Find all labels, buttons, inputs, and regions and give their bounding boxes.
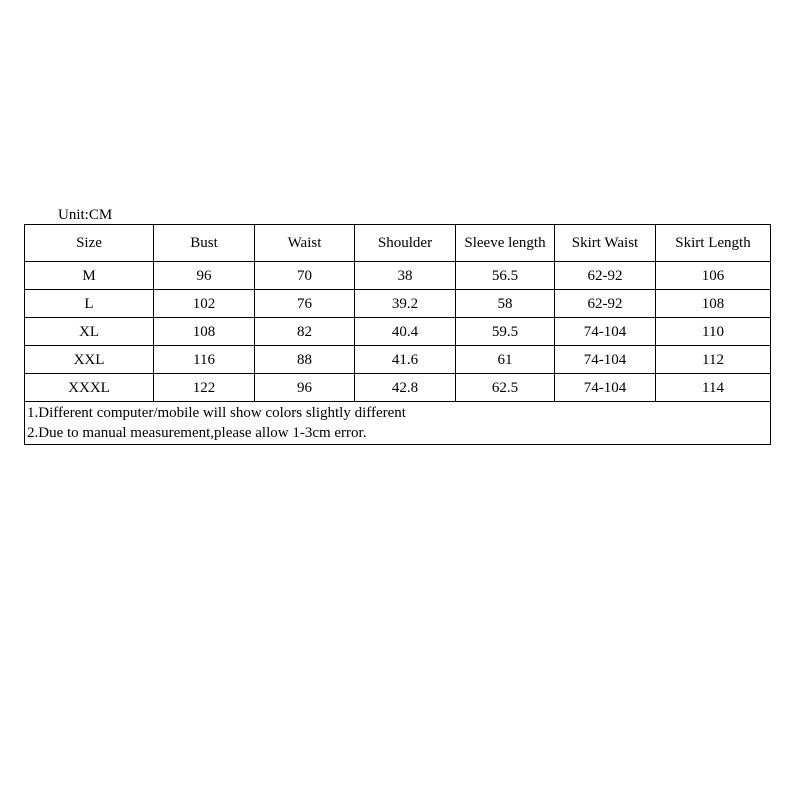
table-cell: 96 xyxy=(255,374,355,402)
table-cell: 74-104 xyxy=(555,346,656,374)
table-cell: XL xyxy=(25,318,154,346)
table-cell: L xyxy=(25,290,154,318)
header-cell-waist: Waist xyxy=(255,225,355,262)
table-cell: XXL xyxy=(25,346,154,374)
header-cell-skirt-length: Skirt Length xyxy=(656,225,771,262)
table-cell: 41.6 xyxy=(355,346,456,374)
header-cell-shoulder: Shoulder xyxy=(355,225,456,262)
header-cell-bust: Bust xyxy=(154,225,255,262)
table-cell: 62-92 xyxy=(555,290,656,318)
note-line: 2.Due to manual measurement,please allow 1-3cm error. xyxy=(27,425,367,441)
table-cell: 114 xyxy=(656,374,771,402)
table-row xyxy=(25,346,771,374)
table-cell: 40.4 xyxy=(355,318,456,346)
notes-row xyxy=(25,402,771,445)
table-cell: 38 xyxy=(355,262,456,290)
header-cell-skirt-waist: Skirt Waist xyxy=(555,225,656,262)
table-header-row xyxy=(25,225,771,262)
table-cell: 39.2 xyxy=(355,290,456,318)
table-row xyxy=(25,262,771,290)
table-cell: XXXL xyxy=(25,374,154,402)
table-cell: 116 xyxy=(154,346,255,374)
table-cell: 59.5 xyxy=(456,318,555,346)
table-cell: 56.5 xyxy=(456,262,555,290)
table-row xyxy=(25,374,771,402)
table-row xyxy=(25,290,771,318)
table-cell: 62-92 xyxy=(555,262,656,290)
table-cell: 74-104 xyxy=(555,318,656,346)
table-cell: 122 xyxy=(154,374,255,402)
table-cell: 108 xyxy=(656,290,771,318)
table-cell: 76 xyxy=(255,290,355,318)
table-cell: 74-104 xyxy=(555,374,656,402)
table-cell: 88 xyxy=(255,346,355,374)
table-cell: 102 xyxy=(154,290,255,318)
table-cell: 42.8 xyxy=(355,374,456,402)
table-cell: 61 xyxy=(456,346,555,374)
table-cell: 106 xyxy=(656,262,771,290)
table-cell: M xyxy=(25,262,154,290)
table-cell: 110 xyxy=(656,318,771,346)
table-cell: 82 xyxy=(255,318,355,346)
table-cell: 70 xyxy=(255,262,355,290)
note-line: 1.Different computer/mobile will show colors slightly different xyxy=(27,405,406,421)
table-row xyxy=(25,318,771,346)
table-cell: 58 xyxy=(456,290,555,318)
table-cell: 108 xyxy=(154,318,255,346)
table-cell: 62.5 xyxy=(456,374,555,402)
header-cell-sleeve-length: Sleeve length xyxy=(456,225,555,262)
table-cell: 112 xyxy=(656,346,771,374)
header-cell-size: Size xyxy=(25,225,154,262)
unit-label: Unit:CM xyxy=(58,207,113,223)
table-cell: 96 xyxy=(154,262,255,290)
size-chart-table xyxy=(24,224,771,445)
notes-cell xyxy=(25,402,771,445)
